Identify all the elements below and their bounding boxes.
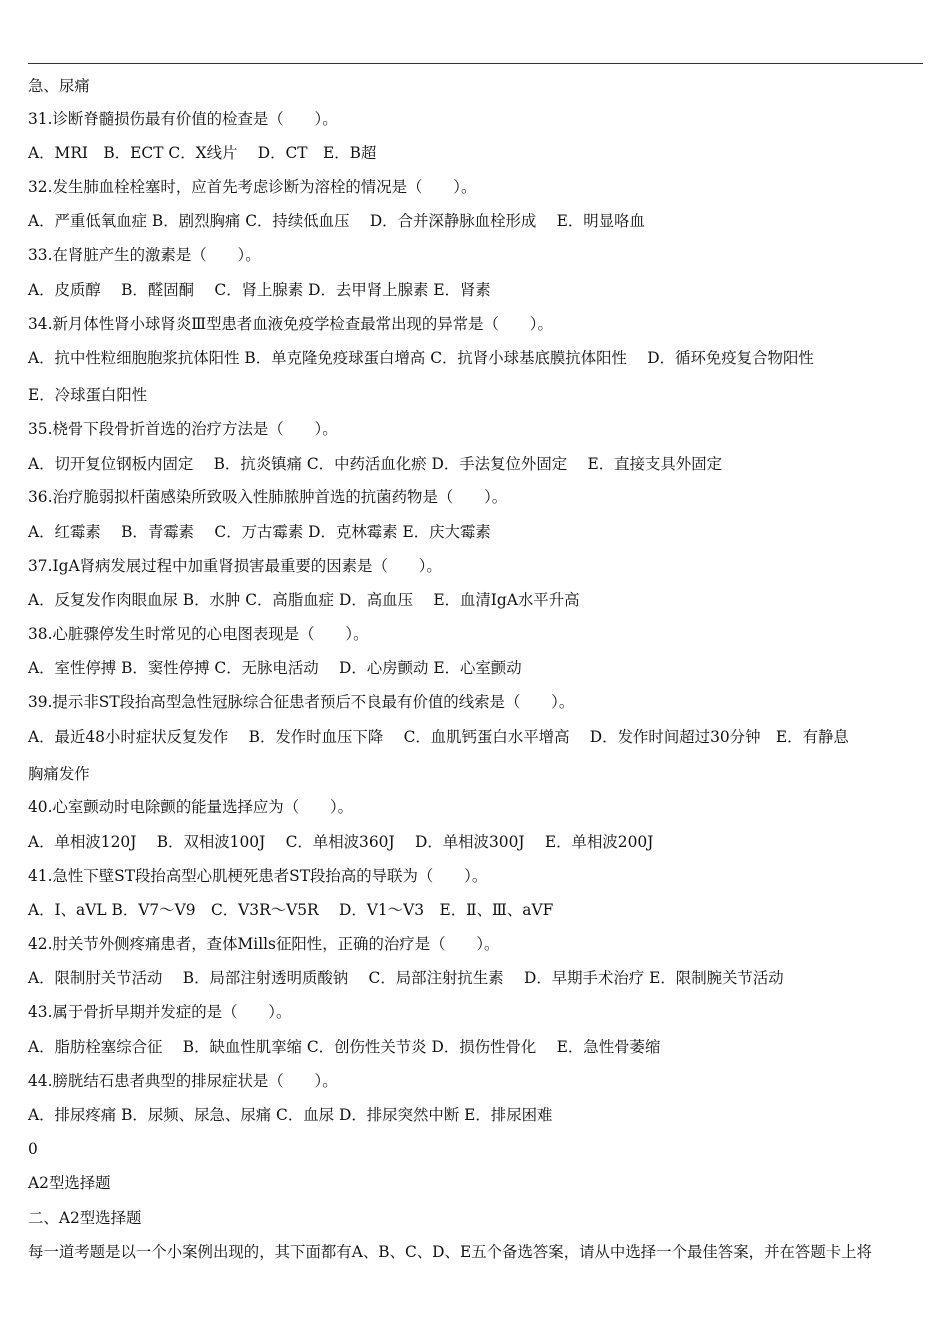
options-37: A．反复发作肉眼血尿 B．水肿 C．高脂血症 D．高血压 E．血清IgA水平升高 xyxy=(28,591,580,609)
options-42: A．限制肘关节活动 B．局部注射透明质酸钠 C．局部注射抗生素 D．早期手术治疗 E．限制腕关节活动 xyxy=(28,969,784,987)
options-38: A．室性停搏 B．窦性停搏 C．无脉电活动 D．心房颤动 E．心室颤动 xyxy=(28,659,522,677)
question-43: 43.属于骨折早期并发症的是（ ）。 xyxy=(28,1003,292,1021)
options-35: A．切开复位钢板内固定 B．抗炎镇痛 C．中药活血化瘀 D．手法复位外固定 E．直接支具外固定 xyxy=(28,455,723,473)
question-36: 36.治疗脆弱拟杆菌感染所致吸入性肺脓肿首选的抗菌药物是（ ）。 xyxy=(28,488,508,506)
question-32: 32.发生肺血栓栓塞时，应首先考虑诊断为溶栓的情况是（ ）。 xyxy=(28,178,477,196)
options-39-cont: 胸痛发作 xyxy=(28,765,90,783)
options-40: A．单相波120J B．双相波100J C．单相波360J D．单相波300J E．单相波200J xyxy=(28,833,654,851)
question-44: 44.膀胱结石患者典型的排尿症状是（ ）。 xyxy=(28,1072,338,1090)
options-33: A．皮质醇 B．醛固酮 C．肾上腺素 D．去甲肾上腺素 E．肾素 xyxy=(28,281,491,299)
question-42: 42.肘关节外侧疼痛患者，查体Mills征阳性，正确的治疗是（ ）。 xyxy=(28,935,500,953)
options-31: A．MRI B．ECT C．X线片 D．CT E．B超 xyxy=(28,144,377,162)
text-line: 0 xyxy=(28,1140,38,1158)
question-37: 37.IgA肾病发展过程中加重肾损害最重要的因素是（ ）。 xyxy=(28,557,442,575)
options-34-cont: E．冷球蛋白阳性 xyxy=(28,386,148,404)
question-31: 31.诊断脊髓损伤最有价值的检查是（ ）。 xyxy=(28,110,338,128)
question-39: 39.提示非ST段抬高型急性冠脉综合征患者预后不良最有价值的线索是（ ）。 xyxy=(28,693,575,711)
section-heading: 二、A2型选择题 xyxy=(28,1209,142,1227)
question-40: 40.心室颤动时电除颤的能量选择应为（ ）。 xyxy=(28,798,354,816)
instructions: 每一道考题是以一个小案例出现的，其下面都有A、B、C、D、E五个备选答案，请从中选择一个最佳答案，并在答题卡上将 xyxy=(28,1243,872,1261)
header-rule xyxy=(28,63,923,64)
text-line: 急、尿痛 xyxy=(28,77,90,95)
question-38: 38.心脏骤停发生时常见的心电图表现是（ ）。 xyxy=(28,625,369,643)
options-32: A．严重低氧血症 B．剧烈胸痛 C．持续低血压 D．合并深静脉血栓形成 E．明显咯血 xyxy=(28,212,645,230)
options-44: A．排尿疼痛 B．尿频、尿急、尿痛 C．血尿 D．排尿突然中断 E．排尿困难 xyxy=(28,1106,553,1124)
options-36: A．红霉素 B．青霉素 C．万古霉素 D．克林霉素 E．庆大霉素 xyxy=(28,523,491,541)
question-35: 35.桡骨下段骨折首选的治疗方法是（ ）。 xyxy=(28,420,338,438)
question-41: 41.急性下壁ST段抬高型心肌梗死患者ST段抬高的导联为（ ）。 xyxy=(28,867,488,885)
options-34: A．抗中性粒细胞胞浆抗体阳性 B．单克隆免疫球蛋白增高 C．抗肾小球基底膜抗体阳性 D．循环免疫复合物阳性 xyxy=(28,349,814,367)
options-43: A．脂肪栓塞综合征 B．缺血性肌挛缩 C．创伤性关节炎 D．损伤性骨化 E．急性骨萎缩 xyxy=(28,1038,661,1056)
options-39: A．最近48小时症状反复发作 B．发作时血压下降 C．血肌钙蛋白水平增高 D．发作时间超过30分钟 E．有静息 xyxy=(28,728,849,746)
question-34: 34.新月体性肾小球肾炎Ⅲ型患者血液免疫学检查最常出现的异常是（ ）。 xyxy=(28,315,553,333)
section-label: A2型选择题 xyxy=(28,1174,111,1192)
options-41: A．Ⅰ、aVL B．V7～V9 C．V3R～V5R D．V1～V3 E．Ⅱ、Ⅲ、aVF xyxy=(28,901,554,919)
question-33: 33.在肾脏产生的激素是（ ）。 xyxy=(28,246,261,264)
